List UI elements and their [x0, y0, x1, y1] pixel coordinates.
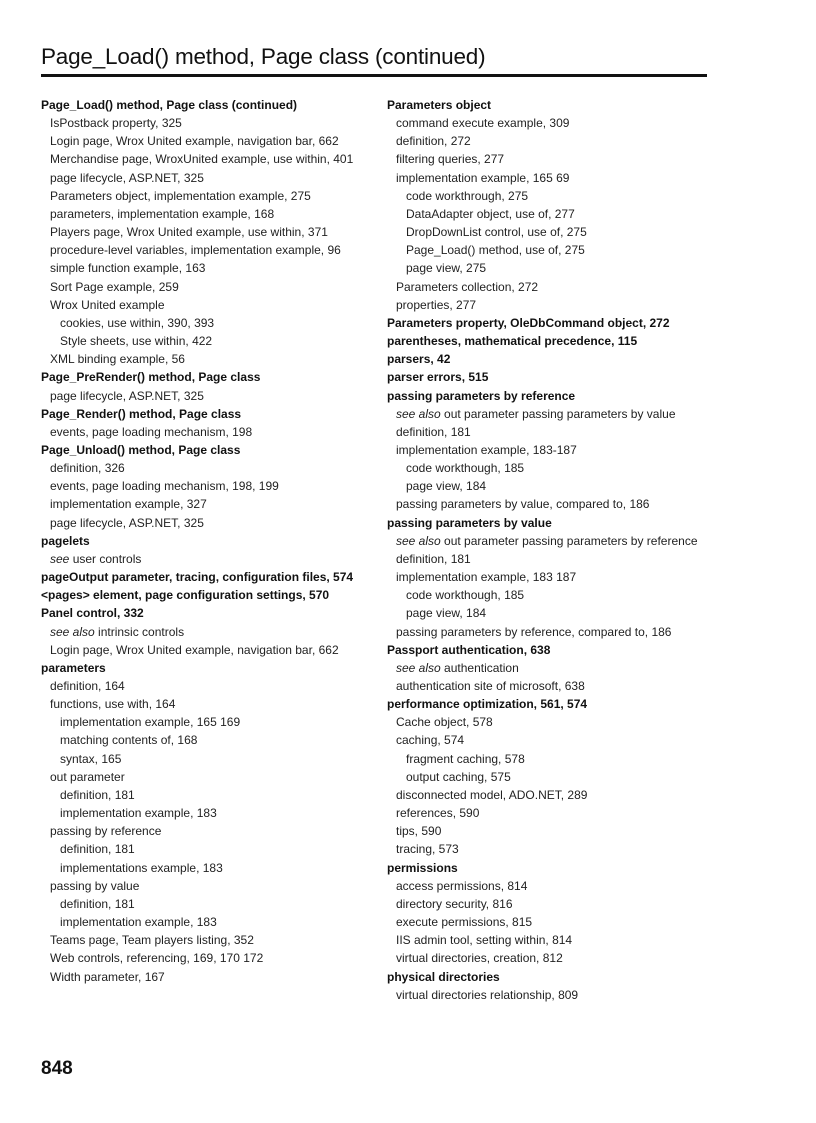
index-heading: parsers, 42 — [387, 352, 451, 367]
index-subentry: properties, 277 — [396, 297, 477, 312]
index-subentry: Players page, Wrox United example, use within, 371 — [50, 225, 328, 240]
index-subentry: implementation example, 327 — [50, 497, 207, 512]
cross-reference-label: see — [50, 551, 70, 566]
index-heading: Page_Render() method, Page class — [41, 406, 242, 421]
index-subentry: parameters, implementation example, 168 — [50, 206, 275, 221]
index-subentry: access permissions, 814 — [396, 878, 528, 893]
index-heading: Parameters property, OleDbCommand object, 272 — [387, 315, 670, 330]
index-subentry: implementation example, 183 187 — [396, 570, 577, 585]
index-subentry: definition, 164 — [50, 679, 125, 693]
page-title: Page_Load() method, Page class (continued) — [41, 44, 486, 69]
index-subentry: Width parameter, 167 — [50, 969, 165, 984]
index-heading: Passport authentication, 638 — [387, 642, 551, 657]
index-subsubentry: Page_Load() method, use of, 275 — [406, 243, 585, 258]
index-subentry: IIS admin tool, setting within, 814 — [396, 933, 573, 948]
index-subsubentry: output caching, 575 — [406, 769, 511, 784]
index-subentry: passing by reference — [50, 824, 162, 839]
cross-reference-label: see also — [396, 660, 441, 675]
index-subentry: Teams page, Team players listing, 352 — [50, 933, 254, 948]
cross-reference-target: out parameter passing parameters by reference — [440, 533, 698, 548]
cross-reference-target: user controls — [69, 551, 142, 566]
index-subentry: passing by value — [50, 878, 140, 893]
index-heading: Page_PreRender() method, Page class — [41, 370, 261, 385]
index-heading: passing parameters by value — [387, 515, 552, 530]
index-subsubentry: implementation example, 183 — [60, 915, 217, 930]
index-subentry — [387, 659, 767, 677]
index-subentry: Wrox United example — [50, 297, 165, 312]
index-subentry: implementation example, 165 69 — [396, 170, 570, 185]
index-subsubentry: code workthrough, 275 — [406, 188, 529, 203]
index-subentry: out parameter — [50, 769, 125, 784]
cross-reference-label: see also — [396, 406, 441, 421]
index-subentry — [41, 550, 381, 568]
index-subentry: directory security, 816 — [396, 896, 513, 911]
index-subentry: Login page, Wrox United example, navigation bar, 662 — [50, 134, 339, 149]
index-subentry: functions, use with, 164 — [50, 697, 176, 712]
index-subsubentry: matching contents of, 168 — [60, 733, 198, 748]
index-heading: Panel control, 332 — [41, 606, 144, 621]
index-subentry: Sort Page example, 259 — [50, 279, 179, 294]
index-subsubentry: page view, 184 — [406, 479, 487, 494]
index-heading: parser errors, 515 — [387, 370, 489, 385]
cross-reference-label: see also — [50, 624, 95, 639]
cross-reference-label: see also — [396, 533, 441, 548]
index-heading: physical directories — [387, 969, 500, 984]
title-rule — [41, 74, 707, 77]
index-subentry: definition, 272 — [396, 134, 471, 149]
index-subsubentry: definition, 181 — [60, 787, 135, 802]
index-subentry: filtering queries, 277 — [396, 152, 505, 167]
index-subentry: disconnected model, ADO.NET, 289 — [396, 787, 588, 802]
cross-reference-target: out parameter passing parameters by value — [440, 406, 676, 421]
index-heading: parameters — [41, 660, 106, 675]
index-subentry: procedure-level variables, implementation example, 96 — [50, 243, 341, 258]
index-subsubentry: definition, 181 — [60, 896, 135, 911]
index-subsubentry: cookies, use within, 390, 393 — [60, 315, 215, 330]
index-subentry: tracing, 573 — [396, 842, 459, 857]
index-heading: parentheses, mathematical precedence, 115 — [387, 334, 638, 349]
index-subentry — [41, 623, 381, 641]
index-subentry: simple function example, 163 — [50, 261, 206, 276]
index-column-right — [387, 96, 767, 1004]
index-subentry: virtual directories relationship, 809 — [396, 987, 579, 1002]
index-subentry: definition, 181 — [396, 551, 471, 566]
index-subsubentry: Style sheets, use within, 422 — [60, 334, 213, 349]
index-subsubentry: page view, 184 — [406, 606, 487, 621]
index-column-left — [41, 96, 381, 986]
index-heading: <pages> element, page configuration settings, 570 — [41, 588, 330, 603]
index-subentry: page lifecycle, ASP.NET, 325 — [50, 170, 204, 185]
index-subentry: implementation example, 183-187 — [396, 442, 577, 457]
index-subentry: Web controls, referencing, 169, 170 172 — [50, 951, 264, 966]
index-subentry: page lifecycle, ASP.NET, 325 — [50, 388, 204, 403]
index-subentry: passing parameters by value, compared to, 186 — [396, 497, 650, 512]
index-subsubentry: page view, 275 — [406, 261, 487, 276]
index-subentry: execute permissions, 815 — [396, 915, 533, 930]
index-heading: pagelets — [41, 533, 90, 548]
index-subsubentry: implementations example, 183 — [60, 860, 223, 875]
index-heading: passing parameters by reference — [387, 388, 576, 403]
index-subentry: XML binding example, 56 — [50, 352, 185, 367]
index-subentry: passing parameters by reference, compared to, 186 — [396, 624, 672, 639]
index-subentry — [387, 532, 767, 550]
index-subsubentry: syntax, 165 — [60, 751, 122, 766]
index-subentry: definition, 181 — [396, 424, 471, 439]
index-subsubentry: fragment caching, 578 — [406, 751, 525, 766]
index-subsubentry: implementation example, 183 — [60, 806, 217, 821]
index-subentry: tips, 590 — [396, 824, 442, 839]
index-subentry — [387, 405, 767, 423]
index-subentry: authentication site of microsoft, 638 — [396, 679, 585, 693]
index-subsubentry: code workthough, 185 — [406, 461, 525, 476]
index-subentry: Merchandise page, WroxUnited example, use within, 401 — [50, 152, 354, 167]
index-subentry: caching, 574 — [396, 733, 465, 748]
index-subentry: Parameters collection, 272 — [396, 279, 539, 294]
index-subentry: definition, 326 — [50, 461, 125, 476]
cross-reference-target: authentication — [440, 660, 519, 675]
index-subsubentry: DropDownList control, use of, 275 — [406, 225, 587, 240]
index-heading: Parameters object — [387, 98, 492, 112]
index-heading: pageOutput parameter, tracing, configuration files, 574 — [41, 570, 354, 585]
index-subentry: events, page loading mechanism, 198 — [50, 424, 253, 439]
index-subentry: events, page loading mechanism, 198, 199 — [50, 479, 279, 494]
index-subentry: references, 590 — [396, 806, 480, 821]
index-subsubentry: code workthough, 185 — [406, 588, 525, 603]
index-subentry: command execute example, 309 — [396, 116, 570, 131]
index-subsubentry: DataAdapter object, use of, 277 — [406, 206, 575, 221]
index-subentry: Login page, Wrox United example, navigation bar, 662 — [50, 642, 339, 657]
index-subentry: virtual directories, creation, 812 — [396, 951, 563, 966]
index-heading: Page_Load() method, Page class (continued) — [41, 98, 298, 112]
index-heading: performance optimization, 561, 574 — [387, 697, 588, 712]
cross-reference-target: intrinsic controls — [94, 624, 185, 639]
page-number: 848 — [41, 1058, 73, 1079]
index-subsubentry: definition, 181 — [60, 842, 135, 857]
index-subsubentry: implementation example, 165 169 — [60, 715, 241, 730]
index-subentry: IsPostback property, 325 — [50, 116, 182, 131]
index-subentry: Cache object, 578 — [396, 715, 493, 730]
index-heading: permissions — [387, 860, 458, 875]
index-subentry: Parameters object, implementation example, 275 — [50, 188, 311, 203]
index-subentry: page lifecycle, ASP.NET, 325 — [50, 515, 204, 530]
index-heading: Page_Unload() method, Page class — [41, 442, 241, 457]
